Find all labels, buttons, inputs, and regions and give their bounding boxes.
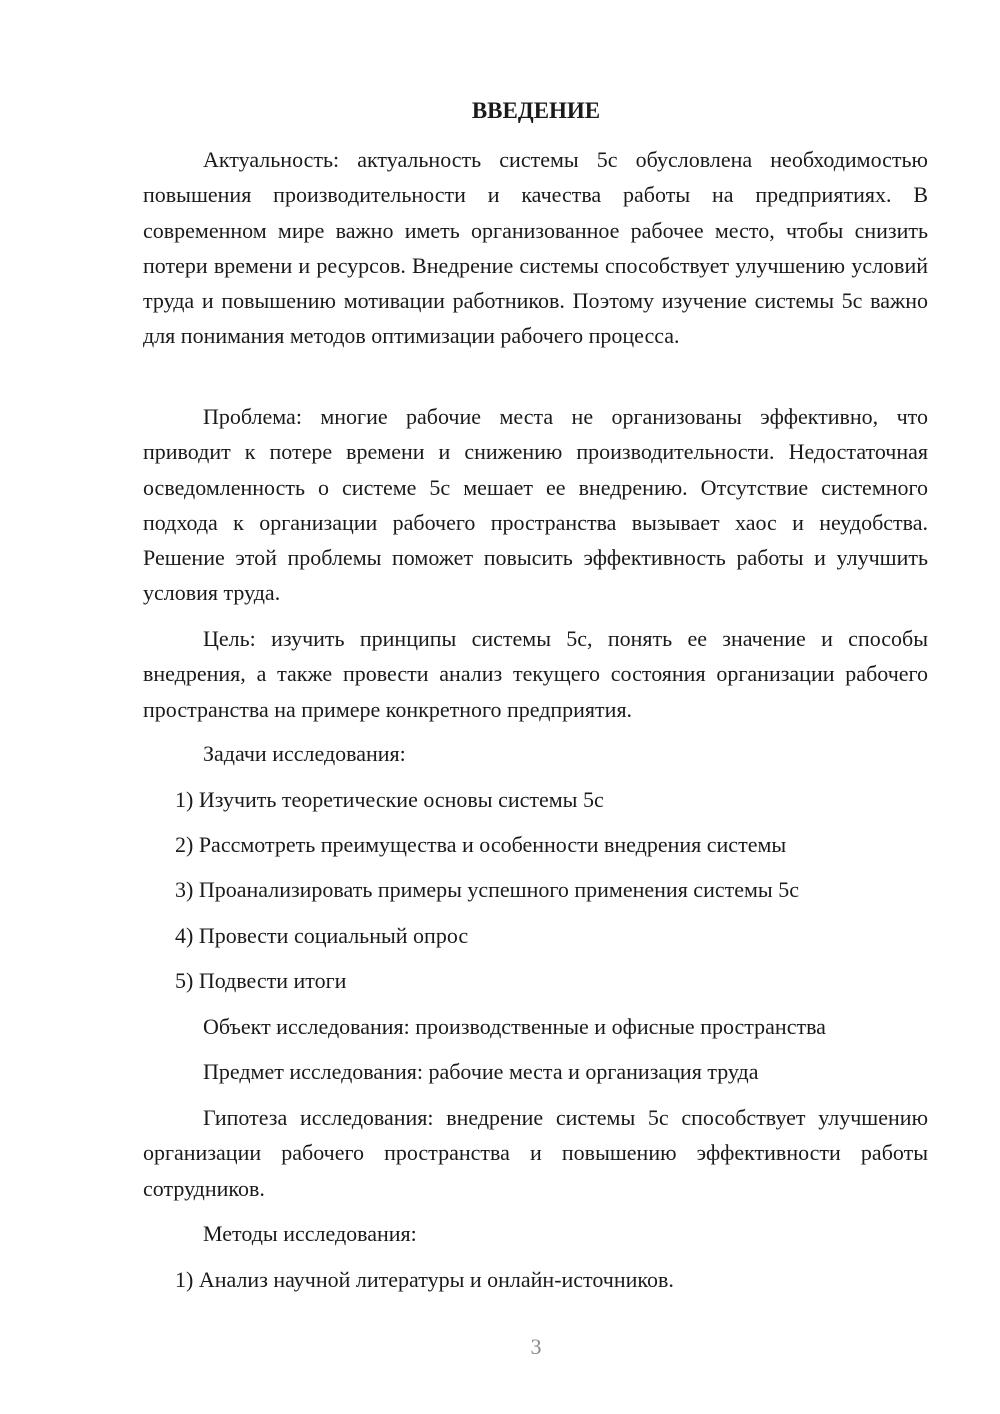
paragraph-goal: Цель: изучить принципы системы 5с, понять ее значение и способы внедрения, а также провести анализ текущего состояния организации рабочего пространства на примере конкретного предприятия. — [143, 626, 928, 722]
list-item-task-5: 5) Подвести итоги — [175, 968, 347, 993]
list-item-task-4: 4) Провести социальный опрос — [175, 923, 469, 948]
paragraph-relevance: Актуальность: актуальность системы 5с обусловлена необходимостью повышения производительности и качества работы на предприятиях. В современном мире важно иметь организованное рабочее место, чтобы снизить потери времени и ресурсов. Внедрение системы способствует улучшению условий труда и повышению мотивации работников. Поэтому изучение системы 5с важно для понимания методов оптимизации рабочего процесса. — [143, 147, 928, 349]
research-object: Объект исследования: производственные и офисные пространства — [203, 1014, 826, 1039]
list-item-task-3: 3) Проанализировать примеры успешного применения системы 5с — [175, 877, 799, 902]
methods-title: Методы исследования: — [203, 1221, 417, 1246]
list-item-task-2: 2) Рассмотреть преимущества и особенности внедрения системы — [175, 832, 787, 857]
page-heading: ВВЕДЕНИЕ — [471, 98, 601, 123]
tasks-title: Задачи исследования: — [203, 741, 406, 766]
research-subject: Предмет исследования: рабочие места и организация труда — [203, 1059, 759, 1084]
list-item-task-1: 1) Изучить теоретические основы системы 5с — [175, 787, 604, 812]
paragraph-hypothesis: Гипотеза исследования: внедрение системы 5с способствует улучшению организации рабочего пространства и повышению эффективности работы сотрудников. — [143, 1105, 928, 1201]
page-number: 3 — [530, 1334, 542, 1359]
paragraph-problem: Проблема: многие рабочие места не организованы эффективно, что приводит к потере времени и снижению производительности. Недостаточная осведомленность о системе 5с мешает ее внедрению. Отсутствие системного подхода к организации рабочего пространства вызывает хаос и неудобства. Решение этой проблемы поможет повысить эффективность работы и улучшить условия труда. — [143, 404, 928, 606]
list-item-method-1: 1) Анализ научной литературы и онлайн-источников. — [175, 1267, 674, 1292]
